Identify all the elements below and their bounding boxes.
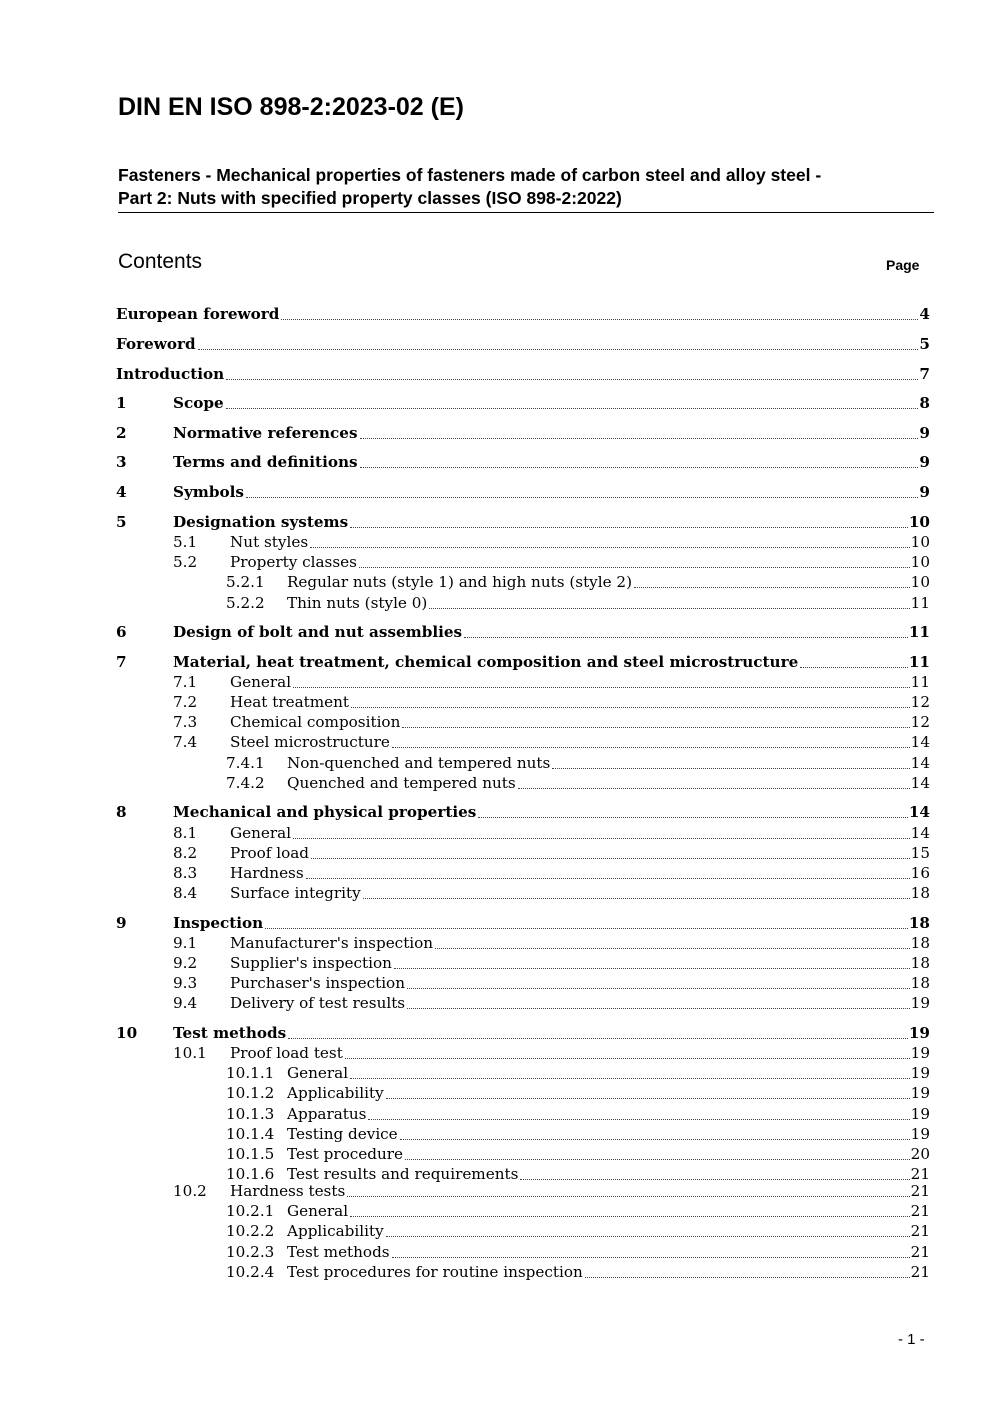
toc-entry-number: 2: [116, 424, 127, 442]
toc-entry-title: Quenched and tempered nuts: [287, 774, 516, 792]
toc-entry-number: 5.2: [173, 553, 198, 571]
toc-entry-page: 15: [910, 844, 930, 862]
toc-entry[interactable]: [116, 823, 930, 843]
toc-entry-number: 10.2.4: [226, 1263, 275, 1281]
toc-entry[interactable]: [116, 913, 930, 933]
toc-entry[interactable]: [116, 652, 930, 672]
toc-entry-title: Scope: [173, 394, 224, 412]
toc-entry[interactable]: [116, 773, 930, 793]
toc-entry-page: 21: [910, 1202, 930, 1220]
toc-entry-page: 21: [910, 1263, 930, 1281]
toc-entry-page: 11: [910, 594, 930, 612]
dot-leader: [634, 587, 910, 588]
toc-entry[interactable]: [116, 753, 930, 773]
toc-entry-number: 8: [116, 803, 127, 821]
toc-entry-page: 9: [919, 424, 930, 442]
dot-leader: [350, 1216, 910, 1217]
toc-entry-number: 1: [116, 394, 127, 412]
toc-entry-number: 8.1: [173, 824, 198, 842]
contents-heading: Contents: [118, 250, 203, 273]
toc-entry-page: 19: [910, 1105, 930, 1123]
toc-entry-title: Mechanical and physical properties: [173, 803, 477, 821]
toc-entry-page: 19: [908, 1024, 930, 1042]
dot-leader: [464, 637, 908, 638]
toc-entry[interactable]: [116, 593, 930, 613]
toc-entry-page: 19: [910, 1044, 930, 1062]
dot-leader: [246, 497, 918, 498]
toc-entry-title: Test procedures for routine inspection: [287, 1263, 583, 1281]
toc-entry-number: 10.2.2: [226, 1222, 275, 1240]
toc-entry[interactable]: [116, 334, 930, 354]
toc-entry-title: Introduction: [116, 365, 225, 383]
toc-entry[interactable]: [116, 1124, 930, 1144]
toc-entry[interactable]: [116, 1242, 930, 1262]
toc-entry-page: 19: [910, 1064, 930, 1082]
dot-leader: [359, 567, 910, 568]
toc-entry-number: 10.1: [173, 1044, 207, 1062]
toc-entry[interactable]: [116, 712, 930, 732]
toc-entry-number: 10.1.5: [226, 1145, 275, 1163]
toc-entry-page: 9: [919, 483, 930, 501]
toc-entry[interactable]: [116, 863, 930, 883]
toc-entry-page: 20: [910, 1145, 930, 1163]
toc-entry-page: 19: [910, 1084, 930, 1102]
document-subtitle: [118, 164, 934, 213]
toc-entry-title: Test methods: [287, 1243, 390, 1261]
toc-entry[interactable]: [116, 1144, 930, 1164]
toc-entry-page: 10: [910, 533, 930, 551]
toc-entry-page: 21: [910, 1243, 930, 1261]
toc-entry-number: 4: [116, 483, 127, 501]
toc-entry[interactable]: [116, 304, 930, 324]
footer-page-number: - 1 -: [898, 1331, 925, 1348]
toc-entry[interactable]: [116, 393, 930, 413]
toc-entry-title: Testing device: [287, 1125, 398, 1143]
toc-entry-title: Proof load: [230, 844, 309, 862]
dot-leader: [350, 527, 908, 528]
toc-entry-title: Terms and definitions: [173, 453, 358, 471]
toc-entry[interactable]: [116, 1221, 930, 1241]
toc-entry[interactable]: [116, 482, 930, 502]
toc-entry[interactable]: [116, 883, 930, 903]
toc-entry-number: 8.3: [173, 864, 198, 882]
toc-entry-number: 10.2.1: [226, 1202, 275, 1220]
toc-entry[interactable]: [116, 1043, 930, 1063]
toc-entry[interactable]: [116, 622, 930, 642]
dot-leader: [350, 1078, 910, 1079]
dot-leader: [585, 1277, 910, 1278]
dot-leader: [407, 1008, 910, 1009]
toc-entry-title: Inspection: [173, 914, 264, 932]
dot-leader: [400, 1139, 910, 1140]
dot-leader: [363, 898, 910, 899]
dot-leader: [306, 878, 910, 879]
toc-entry-title: Applicability: [287, 1222, 384, 1240]
toc-entry-number: 10: [116, 1024, 138, 1042]
toc-entry-page: 9: [919, 453, 930, 471]
toc-entry[interactable]: [116, 1063, 930, 1083]
toc-entry-page: 16: [910, 864, 930, 882]
toc-entry[interactable]: [116, 552, 930, 572]
toc-entry[interactable]: [116, 672, 930, 692]
toc-entry-title: Thin nuts (style 0): [287, 594, 428, 612]
toc-entry[interactable]: [116, 732, 930, 752]
toc-entry-title: Apparatus: [287, 1105, 367, 1123]
toc-entry[interactable]: [116, 802, 930, 822]
toc-entry-page: 18: [910, 934, 930, 952]
dot-leader: [368, 1119, 909, 1120]
toc-entry[interactable]: [116, 423, 930, 443]
toc-entry[interactable]: [116, 1181, 930, 1201]
toc-entry-number: 3: [116, 453, 127, 471]
toc-entry[interactable]: [116, 993, 930, 1013]
toc-entry-number: 10.1.6: [226, 1165, 275, 1183]
toc-entry-page: 8: [919, 394, 930, 412]
dot-leader: [552, 768, 909, 769]
toc-entry-page: 14: [910, 733, 930, 751]
toc-entry-title: European foreword: [116, 305, 280, 323]
toc-entry-number: 7.4.2: [226, 774, 265, 792]
dot-leader: [435, 948, 910, 949]
toc-entry[interactable]: [116, 1083, 930, 1103]
toc-entry-number: 10.1.1: [226, 1064, 275, 1082]
toc-entry-title: Purchaser's inspection: [230, 974, 405, 992]
toc-entry-number: 10.2.3: [226, 1243, 275, 1261]
toc-entry-page: 5: [919, 335, 930, 353]
dot-leader: [293, 838, 910, 839]
toc-entry-title: Delivery of test results: [230, 994, 406, 1012]
dot-leader: [311, 858, 910, 859]
toc-entry[interactable]: [116, 1262, 930, 1282]
toc-entry-title: Material, heat treatment, chemical composition and steel microstructure: [173, 653, 799, 671]
toc-entry-page: 19: [910, 1125, 930, 1143]
dot-leader: [405, 1159, 910, 1160]
toc-entry-title: Applicability: [287, 1084, 384, 1102]
toc-entry[interactable]: [116, 572, 930, 592]
toc-entry-title: Surface integrity: [230, 884, 361, 902]
toc-entry-number: 8.4: [173, 884, 198, 902]
toc-entry-page: 12: [910, 693, 930, 711]
toc-entry-title: Proof load test: [230, 1044, 343, 1062]
toc-entry-number: 7.3: [173, 713, 198, 731]
toc-entry-title: Normative references: [173, 424, 358, 442]
toc-entry-page: 4: [919, 305, 930, 323]
toc-entry[interactable]: [116, 933, 930, 953]
toc-entry-number: 10.1.2: [226, 1084, 275, 1102]
toc-entry-number: 8.2: [173, 844, 198, 862]
dot-leader: [402, 727, 909, 728]
dot-leader: [293, 687, 910, 688]
dot-leader: [198, 349, 919, 350]
toc-entry-number: 9.4: [173, 994, 198, 1012]
dot-leader: [478, 817, 908, 818]
toc-entry-title: Design of bolt and nut assemblies: [173, 623, 463, 641]
toc-entry-title: General: [287, 1202, 349, 1220]
toc-entry-title: Heat treatment: [230, 693, 350, 711]
dot-leader: [386, 1098, 910, 1099]
dot-leader: [386, 1236, 910, 1237]
toc-entry-page: 21: [910, 1182, 930, 1200]
dot-leader: [345, 1058, 910, 1059]
toc-entry[interactable]: [116, 1201, 930, 1221]
dot-leader: [394, 968, 910, 969]
toc-entry-page: 14: [910, 774, 930, 792]
toc-entry-number: 7.1: [173, 673, 198, 691]
toc-entry[interactable]: [116, 953, 930, 973]
toc-entry-page: 19: [910, 994, 930, 1012]
dot-leader: [800, 667, 908, 668]
toc-entry-page: 11: [910, 673, 930, 691]
dot-leader: [347, 1196, 909, 1197]
dot-leader: [310, 547, 910, 548]
toc-entry-title: Designation systems: [173, 513, 349, 531]
toc-entry[interactable]: [116, 843, 930, 863]
toc-entry[interactable]: [116, 692, 930, 712]
subtitle-line-1: Fasteners - Mechanical properties of fasteners made of carbon steel and alloy steel -: [118, 165, 822, 185]
toc-entry-page: 14: [910, 824, 930, 842]
toc-entry[interactable]: [116, 452, 930, 472]
toc-entry-number: 6: [116, 623, 127, 641]
toc-entry-page: 14: [910, 754, 930, 772]
toc-entry-page: 12: [910, 713, 930, 731]
dot-leader: [360, 467, 919, 468]
dot-leader: [351, 707, 910, 708]
subtitle-line-2: Part 2: Nuts with specified property classes (ISO 898-2:2022): [118, 188, 622, 208]
toc-entry[interactable]: [116, 1023, 930, 1043]
toc-entry-title: Symbols: [173, 483, 244, 501]
toc-entry-number: 9.2: [173, 954, 198, 972]
toc-entry-page: 18: [910, 954, 930, 972]
toc-entry[interactable]: [116, 364, 930, 384]
toc-entry-page: 14: [908, 803, 930, 821]
toc-entry-title: Non-quenched and tempered nuts: [287, 754, 551, 772]
toc-entry-number: 10.2: [173, 1182, 207, 1200]
toc-entry-number: 7.4: [173, 733, 198, 751]
toc-entry-number: 7: [116, 653, 127, 671]
toc-entry-title: General: [230, 824, 292, 842]
toc-entry-title: Nut styles: [230, 533, 309, 551]
toc-entry[interactable]: [116, 512, 930, 532]
toc-entry-title: Foreword: [116, 335, 196, 353]
toc-entry-page: 10: [908, 513, 930, 531]
toc-entry-page: 21: [910, 1222, 930, 1240]
toc-entry-title: Test methods: [173, 1024, 287, 1042]
toc-entry-number: 10.1.3: [226, 1105, 275, 1123]
toc-entry-title: Hardness: [230, 864, 304, 882]
document-id: DIN EN ISO 898-2:2023-02 (E): [118, 93, 464, 121]
dot-leader: [226, 379, 918, 380]
toc-entry-number: 9.1: [173, 934, 198, 952]
dot-leader: [265, 928, 908, 929]
toc-entry-title: Steel microstructure: [230, 733, 390, 751]
toc-entry-number: 7.4.1: [226, 754, 265, 772]
toc-entry-number: 5: [116, 513, 127, 531]
dot-leader: [288, 1038, 908, 1039]
toc-entry[interactable]: [116, 973, 930, 993]
toc-entry-title: Property classes: [230, 553, 357, 571]
dot-leader: [392, 1257, 910, 1258]
dot-leader: [407, 988, 910, 989]
dot-leader: [281, 319, 918, 320]
toc-entry-title: General: [287, 1064, 349, 1082]
toc-entry-page: 21: [910, 1165, 930, 1183]
toc-entry-title: Regular nuts (style 1) and high nuts (style 2): [287, 573, 633, 591]
toc-entry-number: 5.2.2: [226, 594, 265, 612]
toc-entry-page: 18: [910, 884, 930, 902]
toc-entry-page: 7: [919, 365, 930, 383]
toc-entry-number: 5.2.1: [226, 573, 265, 591]
toc-entry-number: 9: [116, 914, 127, 932]
toc-entry-number: 5.1: [173, 533, 198, 551]
toc-entry-title: Chemical composition: [230, 713, 401, 731]
dot-leader: [520, 1179, 909, 1180]
toc-entry-page: 10: [910, 553, 930, 571]
dot-leader: [392, 747, 910, 748]
toc-entry[interactable]: [116, 1104, 930, 1124]
toc-entry-page: 18: [908, 914, 930, 932]
toc-entry-number: 7.2: [173, 693, 198, 711]
toc-entry-title: Test results and requirements: [287, 1165, 519, 1183]
toc-entry-title: Test procedure: [287, 1145, 404, 1163]
toc-entry-number: 10.1.4: [226, 1125, 275, 1143]
toc-entry-page: 11: [908, 653, 930, 671]
dot-leader: [360, 438, 919, 439]
toc-entry-number: 9.3: [173, 974, 198, 992]
toc-entry-title: General: [230, 673, 292, 691]
toc-entry[interactable]: [116, 532, 930, 552]
toc-entry-title: Supplier's inspection: [230, 954, 392, 972]
dot-leader: [429, 608, 909, 609]
page-column-heading: Page: [886, 257, 920, 273]
toc-entry-page: 11: [908, 623, 930, 641]
toc-entry-title: Hardness tests: [230, 1182, 346, 1200]
dot-leader: [518, 788, 910, 789]
dot-leader: [226, 408, 919, 409]
toc-entry-page: 18: [910, 974, 930, 992]
toc-entry-page: 10: [910, 573, 930, 591]
toc-entry-title: Manufacturer's inspection: [230, 934, 434, 952]
